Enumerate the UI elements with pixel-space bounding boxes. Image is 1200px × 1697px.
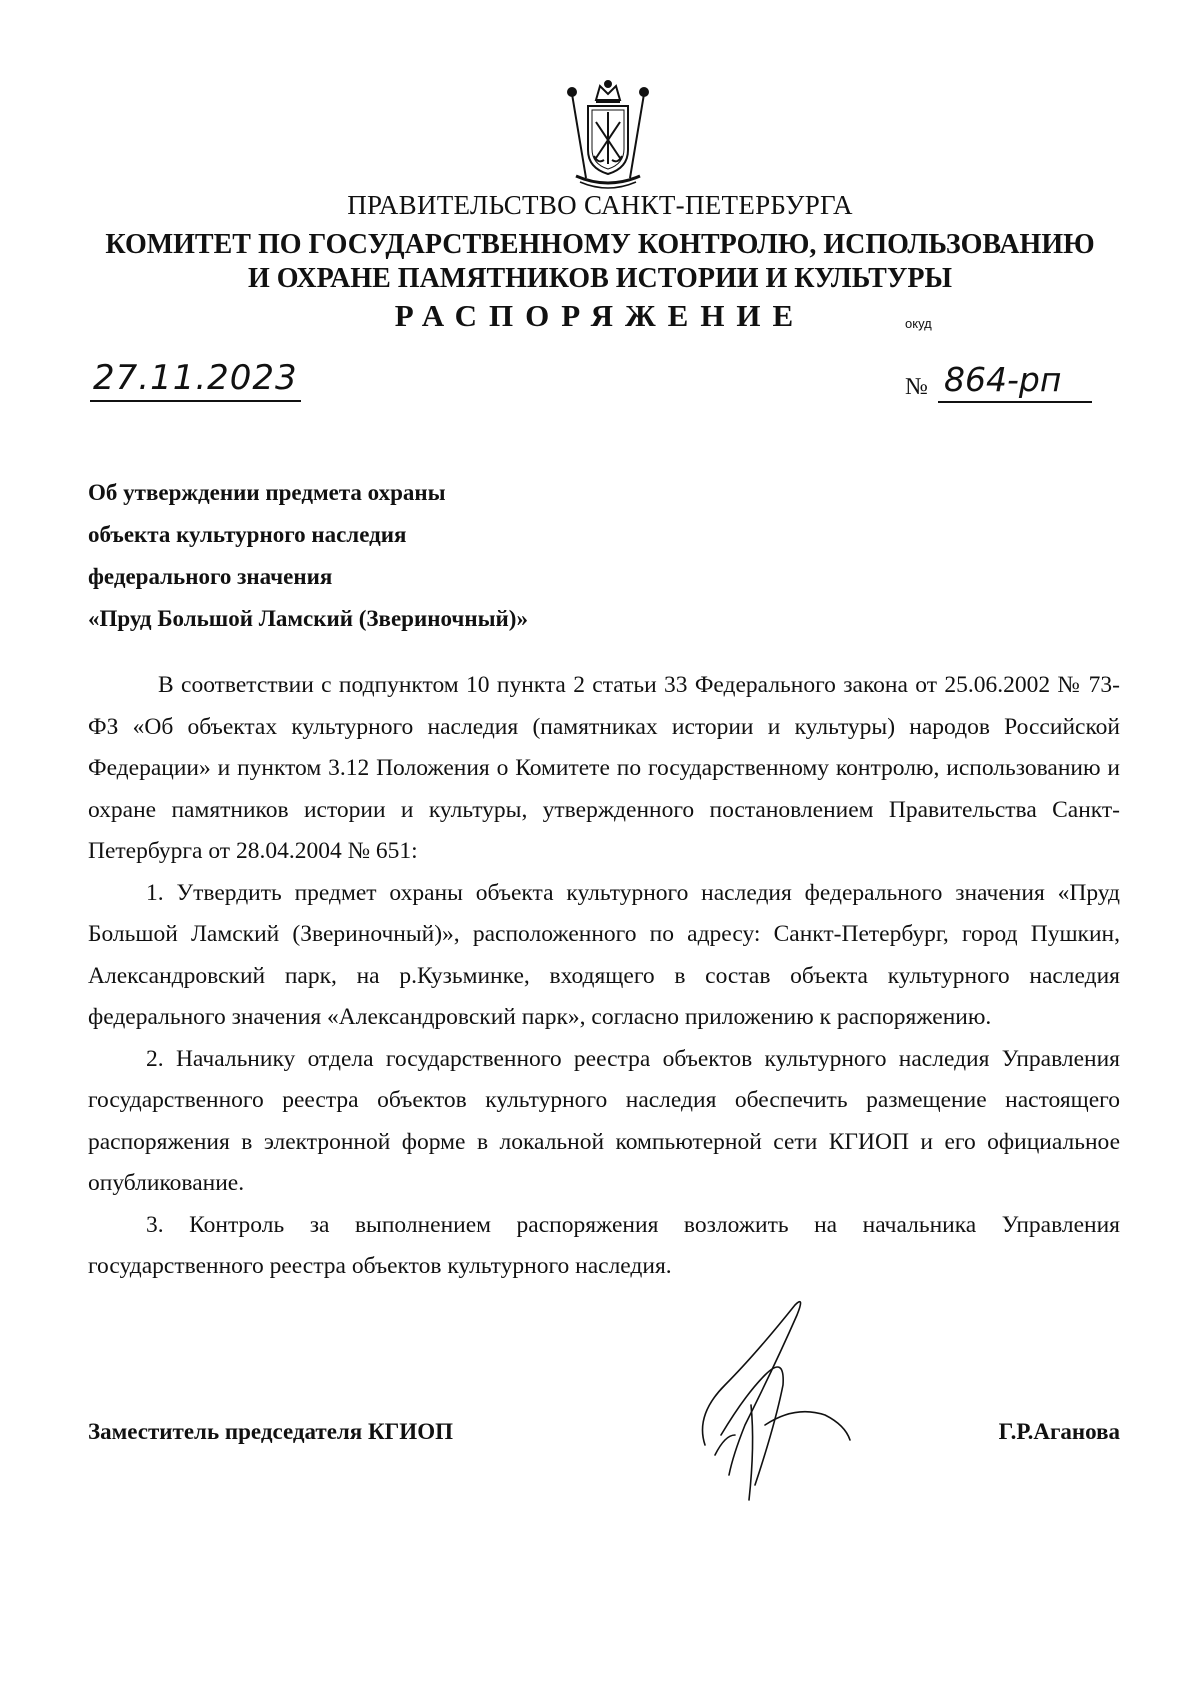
okud-label: окуд (905, 316, 932, 331)
subject-line: Об утверждении предмета охраны (88, 480, 446, 505)
item-3-paragraph: 3. Контроль за выполнением распоряжения возложить на начальника Управления государственного реестра объектов культурного наследия. (88, 1211, 1120, 1279)
subject-line: федерального значения (88, 564, 333, 589)
government-title: ПРАВИТЕЛЬСТВО САНКТ-ПЕТЕРБУРГА (347, 190, 853, 220)
item-2-paragraph: 2. Начальнику отдела государственного реестра объектов культурного наследия Управления государственного реестра объектов культурного наследия обеспечить размещение настоящего распоряжения в электронной форме в локальной компьютерной сети КГИОП и его официальное опубликование. (88, 1045, 1120, 1196)
signer-position: Заместитель председателя КГИОП (88, 1419, 453, 1444)
document-body (88, 665, 1120, 1288)
subject-line: объекта культурного наследия (88, 522, 407, 547)
preamble-paragraph: В соответствии с подпунктом 10 пункта 2 статьи 33 Федерального закона от 25.06.2002 № 73-ФЗ «Об объектах культурного наследия (памятниках истории и культуры) народов Российской Федерации» и пунктом 3.12 Положения о Комитете по государственному контролю, использованию и охране памятников истории и культуры, утвержденного постановлением Правительства Санкт-Петербурга от 28.04.2004 № 651: (88, 672, 1120, 864)
number-sign: № (905, 374, 928, 400)
document-number: 864-рп (938, 360, 1092, 403)
subject-line: «Пруд Большой Ламский (Звериночный)» (88, 606, 528, 631)
item-1-paragraph: 1. Утвердить предмет охраны объекта культурного наследия федерального значения «Пруд Большой Ламский (Звериночный)», расположенного по адресу: Санкт-Петербург, город Пушкин, Александровский парк, на р.Кузьминке, входящего в состав объекта культурного наследия федерального значения «Александровский парк», согласно приложению к распоряжению. (88, 879, 1120, 1030)
handwritten-signature (685, 1285, 855, 1505)
document-type-title: РАСПОРЯЖЕНИЕ (394, 298, 806, 333)
committee-title-line1: КОМИТЕТ ПО ГОСУДАРСТВЕННОМУ КОНТРОЛЮ, ИСПОЛЬЗОВАНИЮ (105, 229, 1095, 260)
signer-name: Г.Р.Аганова (998, 1419, 1120, 1444)
document-date: 27.11.2023 (90, 358, 301, 402)
document-subject (88, 472, 688, 640)
coat-of-arms-emblem (560, 78, 656, 190)
committee-title-line2: И ОХРАНЕ ПАМЯТНИКОВ ИСТОРИИ И КУЛЬТУРЫ (248, 263, 952, 294)
